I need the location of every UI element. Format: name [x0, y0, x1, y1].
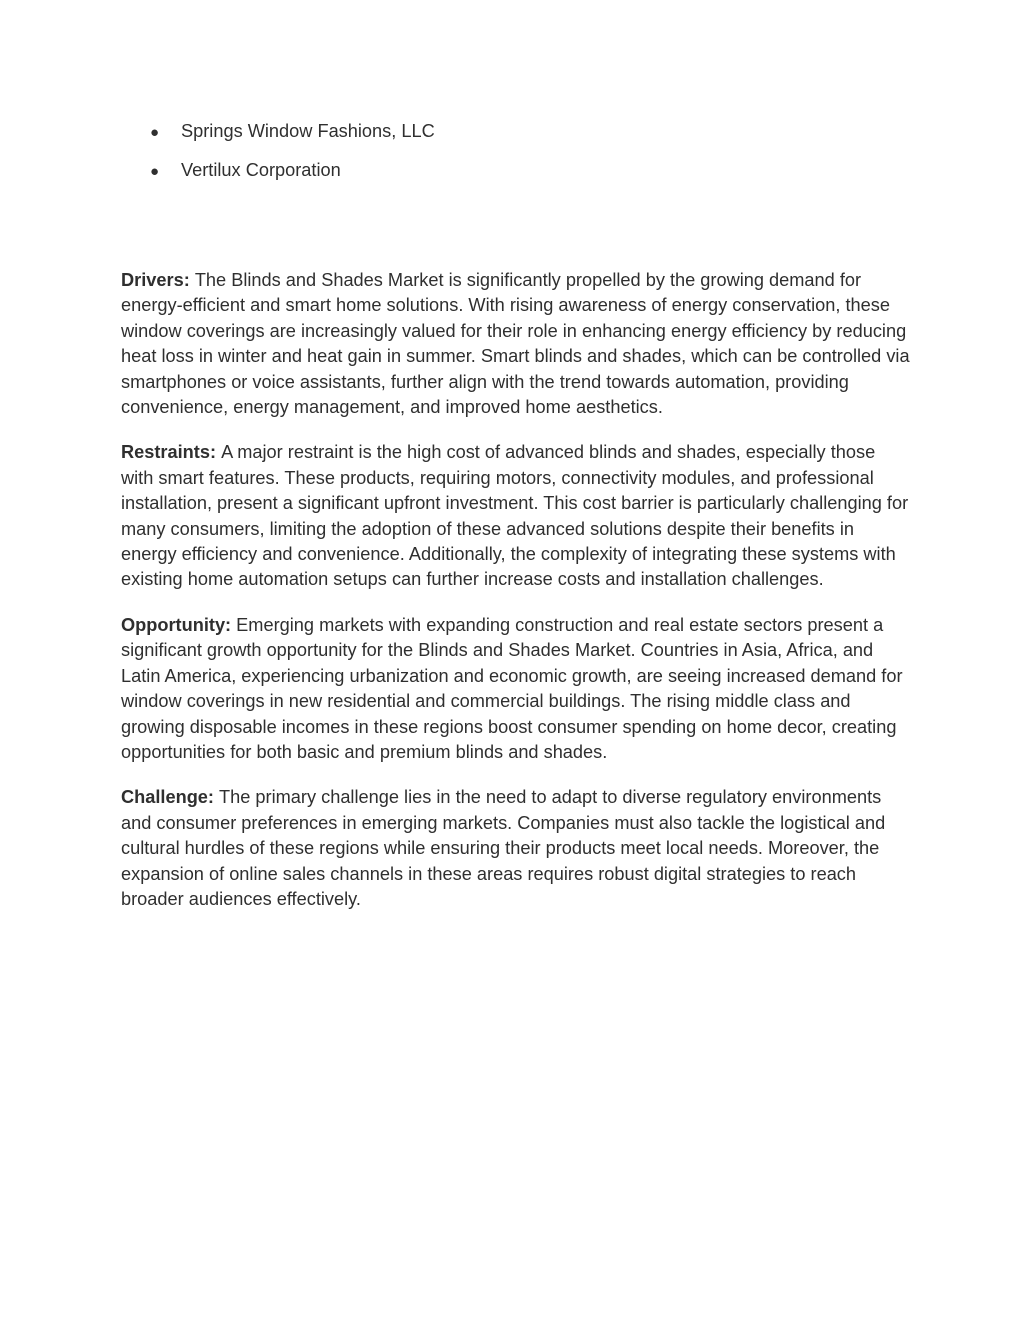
- drivers-label: Drivers:: [121, 270, 195, 290]
- bullet-icon: ●: [150, 124, 160, 141]
- restraints-paragraph: [121, 440, 911, 592]
- company-name: Springs Window Fashions, LLC: [181, 121, 435, 141]
- list-item: [150, 119, 435, 158]
- opportunity-paragraph: [121, 613, 911, 765]
- company-name: Vertilux Corporation: [181, 160, 341, 180]
- company-bullet-list: [150, 119, 435, 197]
- list-item: [150, 158, 435, 197]
- restraints-text: A major restraint is the high cost of advanced blinds and shades, especially those with smart features. These products, requiring motors, connectivity modules, and professional installation, present a significant upfront investment. This cost barrier is particularly challenging for many consumers, limiting the adoption of these advanced solutions despite their benefits in energy efficiency and convenience. Additionally, the complexity of integrating these systems with existing home automation setups can further increase costs and installation challenges.: [121, 442, 909, 590]
- challenge-label: Challenge:: [121, 787, 220, 808]
- market-dynamics: [121, 268, 911, 932]
- opportunity-text: Emerging markets with expanding construction and real estate sectors present a significant growth opportunity for the Blinds and Shades Market. Countries in Asia, Africa, and Latin America, experiencing urbanization and economic growth, are seeing increased demand for window coverings in new residential and commercial buildings. The rising middle class and growing disposable incomes in these regions boost consumer spending on home decor, creating opportunities for both basic and premium blinds and shades.: [121, 614, 903, 762]
- bullet-icon: ●: [150, 163, 160, 180]
- challenge-text: The primary challenge lies in the need to adapt to diverse regulatory environments and consumer preferences in emerging markets. Companies must also tackle the logistical and cultural hurdles of these regions while ensuring their products meet local needs. Moreover, the expansion of online sales channels in these areas requires robust digital strategies to reach broader audiences effectively.: [121, 787, 886, 909]
- drivers-paragraph: [121, 268, 911, 420]
- drivers-text: The Blinds and Shades Market is significantly propelled by the growing demand for energy-efficient and smart home solutions. With rising awareness of energy conservation, these window coverings are increasingly valued for their role in enhancing energy efficiency by reducing heat loss in winter and heat gain in summer. Smart blinds and shades, which can be controlled via smartphones or voice assistants, further align with the trend towards automation, providing convenience, energy management, and improved home aesthetics.: [121, 270, 910, 418]
- challenge-paragraph: [121, 785, 911, 912]
- restraints-label: Restraints:: [121, 442, 222, 463]
- opportunity-label: Opportunity:: [121, 614, 237, 635]
